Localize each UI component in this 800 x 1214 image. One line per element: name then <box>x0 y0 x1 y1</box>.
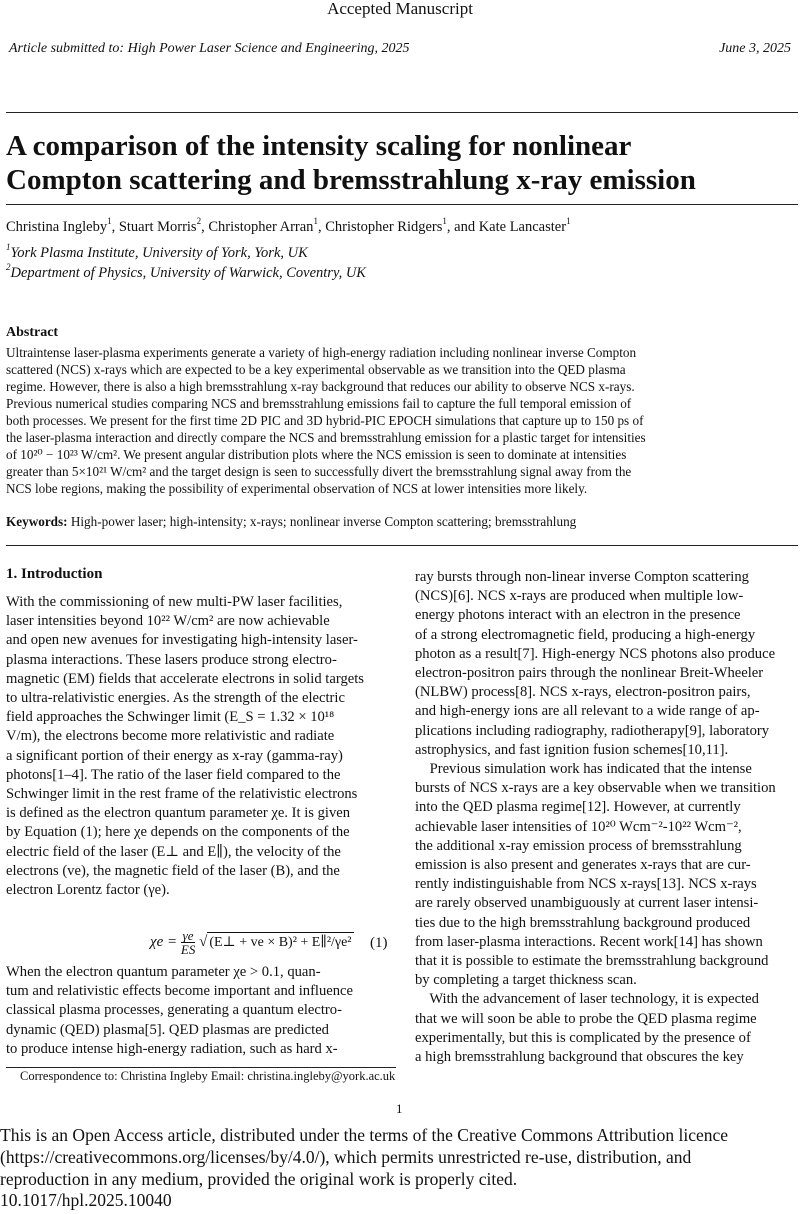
sqrt-sign: √ <box>199 933 208 950</box>
page-number: 1 <box>396 1101 403 1116</box>
body-line: is defined as the electron quantum parameter χe. It is given <box>6 805 351 822</box>
open-access-line: This is an Open Access article, distributed under the terms of the Creative Commons Attribution licence <box>0 1125 729 1145</box>
keywords-label: Keywords: <box>6 514 68 529</box>
author-affiliation-mark: 1 <box>107 216 112 227</box>
author-separator: , <box>111 219 119 235</box>
author-affiliation-mark: 1 <box>442 216 447 227</box>
affiliation-text: York Plasma Institute, University of York, York, UK <box>10 245 308 261</box>
affiliation-number: 1 <box>6 242 11 253</box>
abstract-line: the laser-plasma interaction and directly compare the NCS and bremsstrahlung emission for a plastic target for intensities <box>6 430 646 445</box>
body-line: rently indistinguishable from NCS x-rays[13]. NCS x-rays <box>415 876 757 893</box>
doi: 10.1017/hpl.2025.10040 <box>0 1190 172 1210</box>
body-line: tum and relativistic effects become important and influence <box>6 983 354 1000</box>
body-line: ray bursts through non-linear inverse Compton scattering <box>415 569 749 585</box>
body-line: to produce intense high-energy radiation, such as hard x- <box>6 1040 338 1057</box>
body-line: bursts of NCS x-rays are a key observable when we transition <box>415 780 776 797</box>
section-heading-introduction: 1. Introduction <box>6 566 103 582</box>
abstract-line: both processes. We present for the first time 2D PIC and 3D hybrid-PIC EPOCH simulations that capture up to 150 ps of <box>6 413 644 428</box>
open-access-notice <box>0 1124 800 1190</box>
affiliation-number: 2 <box>6 262 11 273</box>
paper-title <box>6 129 796 197</box>
body-line: electrons (ve), the magnetic field of the laser (B), and the <box>6 862 340 879</box>
body-line: electric field of the laser (E⊥ and E∥), the velocity of the <box>6 843 341 860</box>
author-affiliation-mark: 1 <box>313 216 318 227</box>
intro-left-column <box>6 593 397 900</box>
body-line: photon as a result[7]. High-energy NCS photons also produce <box>415 645 776 662</box>
abstract-line: NCS lobe regions, making the possibility of experimental observation of NCS at lower intensities more likely. <box>6 481 588 496</box>
correspondence-footnote: Correspondence to: Christina Ingleby Email: christina.ingleby@york.ac.uk <box>20 1069 396 1083</box>
author-name: Stuart Morris <box>118 219 197 235</box>
equation-sqrt-body: (E⊥ + ve × B)² + E∥²/γe² <box>207 932 353 951</box>
body-line: Previous simulation work has indicated that the intense <box>415 761 752 778</box>
accepted-manuscript-banner: Accepted Manuscript <box>327 0 473 18</box>
abstract-line: Ultraintense laser-plasma experiments generate a variety of high-energy radiation including nonlinear inverse Compton <box>6 345 637 360</box>
body-line: When the electron quantum parameter χe > 0.1, quan- <box>6 964 321 980</box>
body-line: that it is possible to estimate the bremsstrahlung background <box>415 953 769 970</box>
equation-denominator: ES <box>180 942 196 957</box>
abstract-line: scattered (NCS) x-rays which are expected to be a key experimental observable as we transition into the QED plasma <box>6 362 626 377</box>
body-line: (NLBW) process[8]. NCS x-rays, electron-positron pairs, <box>415 684 751 701</box>
body-line: the additional x-ray emission process of bremsstrahlung <box>415 837 742 854</box>
body-line: astrophysics, and fast ignition fusion schemes[10,11]. <box>415 741 729 758</box>
author-list <box>6 216 571 236</box>
abstract-heading: Abstract <box>6 325 59 340</box>
equation-number: (1) <box>370 935 388 951</box>
author-name: Christina Ingleby <box>6 219 108 235</box>
abstract-line: Previous numerical studies comparing NCS and bremsstrahlung emissions fail to capture the full temporal emission of <box>6 396 632 411</box>
body-line: V/m), the electrons become more relativistic and radiate <box>6 728 335 745</box>
body-line: plications including radiography, radiotherapy[9], laboratory <box>415 722 770 739</box>
intro-right-column <box>415 568 798 1067</box>
body-line: laser intensities beyond 10²² W/cm² are now achievable <box>6 613 330 630</box>
body-line: magnetic (EM) fields that accelerate electrons in solid targets <box>6 670 364 687</box>
author-name: Christopher Arran <box>208 219 314 235</box>
body-line: experimentally, but this is complicated by the presence of <box>415 1029 751 1046</box>
author-affiliation-mark: 2 <box>196 216 202 227</box>
abstract-body <box>6 344 796 497</box>
abstract-bottom-rule <box>6 545 798 546</box>
body-line: electron-positron pairs through the nonlinear Breit-Wheeler <box>415 665 764 682</box>
intro-left-column-continued <box>6 963 397 1059</box>
body-line: to ultra-relativistic energies. As the strength of the electric <box>6 690 345 707</box>
body-line: plasma interactions. These lasers produce strong electro- <box>6 651 337 668</box>
body-line: ties due to the high bremsstrahlung background produced <box>415 914 751 931</box>
body-line: With the commissioning of new multi-PW laser facilities, <box>6 594 343 610</box>
abstract-line: of 10²⁰ − 10²³ W/cm². We present angular distribution plots where the NCS emission is seen to dominate at intensities <box>6 447 627 462</box>
author-name: Christopher Ridgers <box>325 219 443 235</box>
title-line-1: A comparison of the intensity scaling for nonlinear <box>6 130 632 162</box>
open-access-line: reproduction in any medium, provided the original work is properly cited. <box>0 1169 518 1189</box>
body-line: that we will soon be able to probe the QED plasma regime <box>415 1010 757 1027</box>
equation-lhs: χe = <box>150 933 178 950</box>
body-line: photons[1–4]. The ratio of the laser field compared to the <box>6 766 341 783</box>
body-line: by Equation (1); here χe depends on the components of the <box>6 824 350 841</box>
author-separator: , <box>201 219 209 235</box>
author-name: Kate Lancaster <box>478 219 567 235</box>
body-line: (NCS)[6]. NCS x-rays are produced when multiple low- <box>415 588 744 605</box>
title-bottom-rule <box>6 204 798 205</box>
open-access-line: (https://creativecommons.org/licenses/by/4.0/), which permits unrestricted re-use, distribution, and <box>0 1147 692 1167</box>
author-separator: , and <box>446 219 479 235</box>
equation-numerator: γe <box>182 928 194 943</box>
body-line: emission is also present and generates x-rays that are cur- <box>415 857 751 874</box>
body-line: are rarely observed unambiguously at current laser intensi- <box>415 895 759 912</box>
body-line: Schwinger limit in the rest frame of the relativistic electrons <box>6 786 358 803</box>
body-line: electron Lorentz factor (γe). <box>6 882 170 899</box>
equation-fraction <box>181 929 195 956</box>
footnote-rule <box>6 1067 396 1068</box>
keywords-text: High-power laser; high-intensity; x-rays; nonlinear inverse Compton scattering; bremsstrahlung <box>70 514 577 529</box>
body-line: of a strong electromagnetic field, producing a high-energy <box>415 626 756 643</box>
body-line: achievable laser intensities of 10²⁰ Wcm⁻²-10²² Wcm⁻², <box>415 818 742 835</box>
affiliation-text: Department of Physics, University of Warwick, Coventry, UK <box>10 265 366 281</box>
keywords <box>6 514 576 530</box>
body-line: energy photons interact with an electron in the presence <box>415 607 741 624</box>
abstract-line: regime. However, there is also a high bremsstrahlung x-ray background that reduces our ability to observe NCS x-rays. <box>6 379 635 394</box>
body-line: and high-energy ions are all relevant to a wide range of ap- <box>415 703 760 720</box>
author-affiliation-mark: 1 <box>566 216 571 227</box>
equation-1 <box>150 929 354 956</box>
affiliation-2 <box>6 262 366 282</box>
affiliation-1 <box>6 242 308 262</box>
body-line: classical plasma processes, generating a quantum electro- <box>6 1002 342 1019</box>
body-line: a high bremsstrahlung background that obscures the key <box>415 1049 744 1066</box>
journal-header: Article submitted to: High Power Laser Science and Engineering, 2025 <box>9 41 410 56</box>
header-date: June 3, 2025 <box>719 41 791 56</box>
abstract-line: greater than 5×10²¹ W/cm² and the target design is seen to successfully divert the bremsstrahlung signal away from the <box>6 464 632 479</box>
body-line: by completing a target thickness scan. <box>415 972 637 989</box>
body-line: With the advancement of laser technology, it is expected <box>415 991 759 1008</box>
title-line-2: Compton scattering and bremsstrahlung x-ray emission <box>6 164 696 196</box>
body-line: and open new avenues for investigating high-intensity laser- <box>6 632 358 649</box>
body-line: field approaches the Schwinger limit (E_S = 1.32 × 10¹⁸ <box>6 709 335 726</box>
body-line: dynamic (QED) plasma[5]. QED plasmas are predicted <box>6 1021 329 1038</box>
body-line: from laser-plasma interactions. Recent work[14] has shown <box>415 933 763 950</box>
body-line: into the QED plasma regime[12]. However, at currently <box>415 799 741 816</box>
author-separator: , <box>317 219 326 235</box>
body-line: a significant portion of their energy as x-ray (gamma-ray) <box>6 747 343 764</box>
title-top-rule <box>6 112 798 113</box>
